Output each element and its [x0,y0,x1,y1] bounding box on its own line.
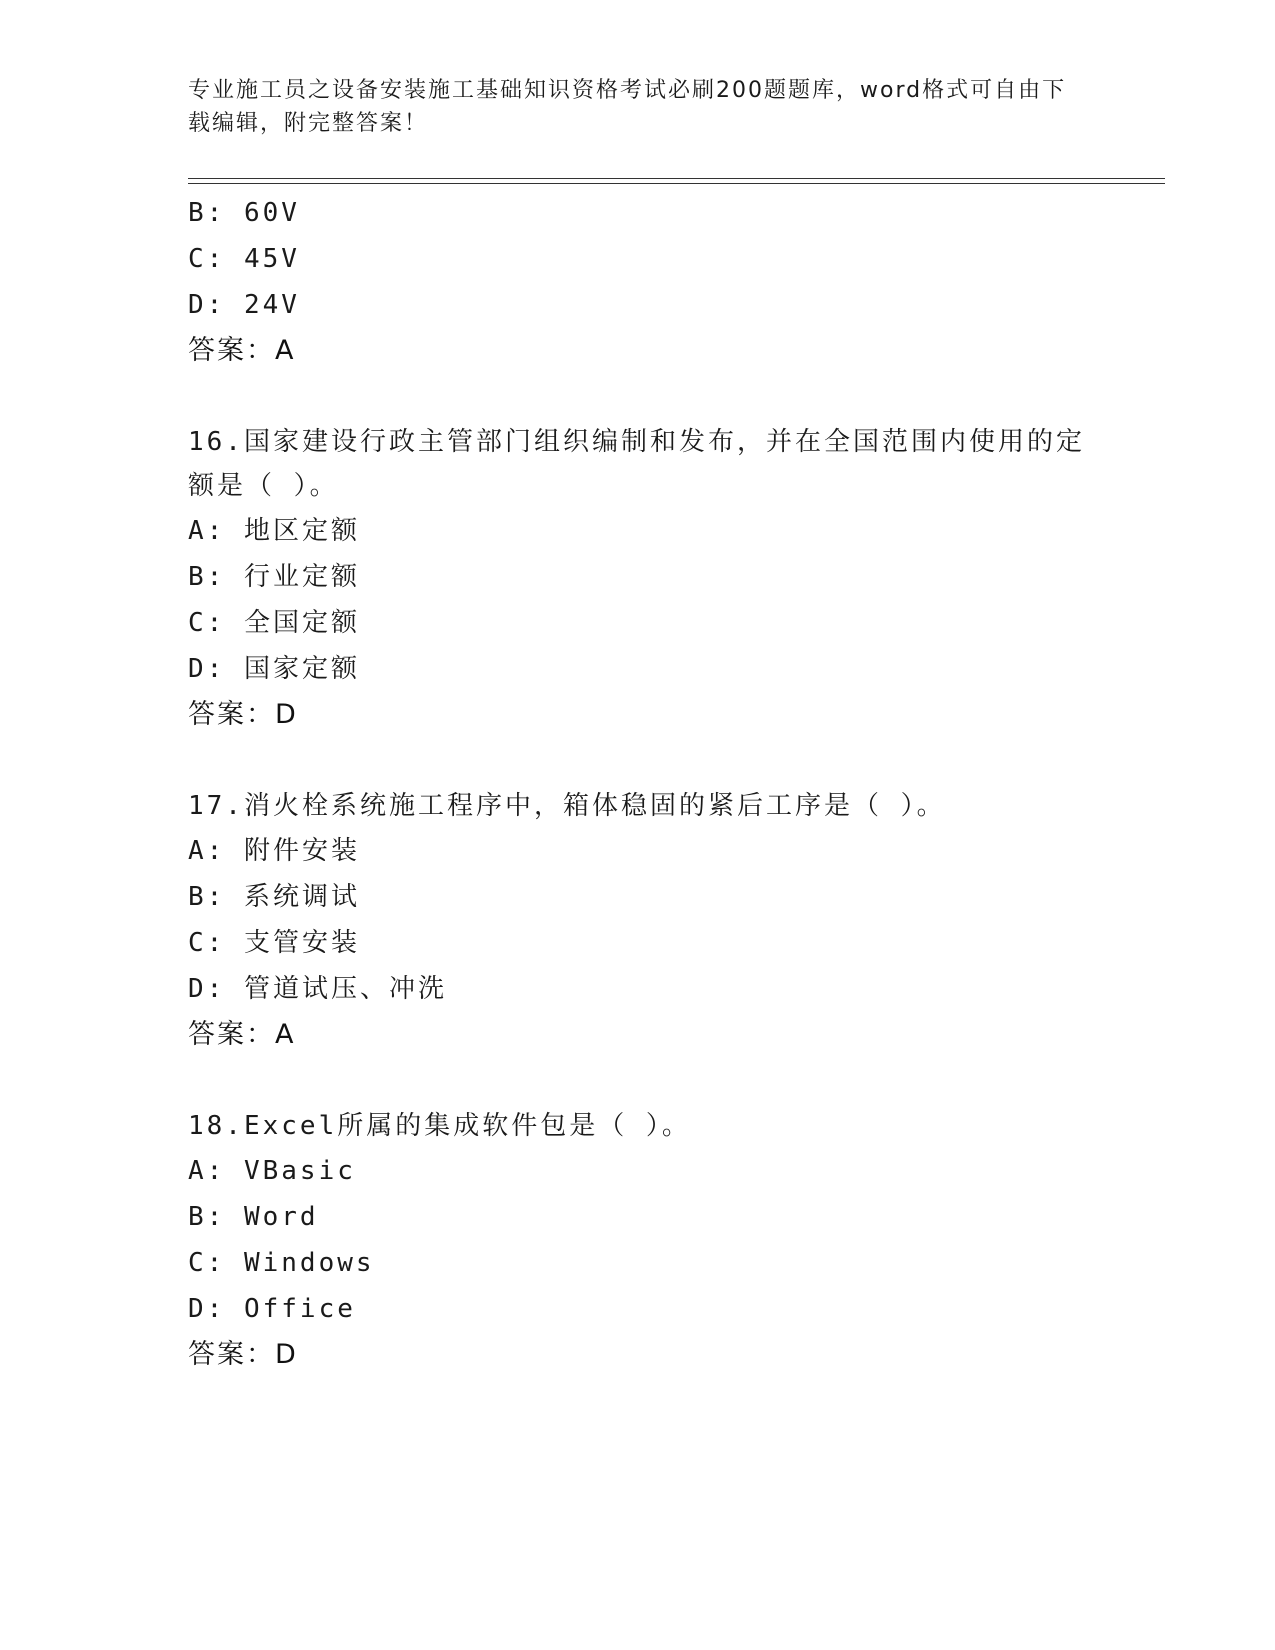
option-a: A: 附件安装 [188,836,360,866]
answer-line: 答案：A [188,1019,296,1050]
option-d: D: 国家定额 [188,654,360,684]
option-a: A: VBasic [188,1156,356,1186]
option-b: B: 系统调试 [188,882,360,912]
option-a: A: 地区定额 [188,516,360,546]
question-18 [188,1104,1088,1378]
option-d: D: 24V [188,290,300,320]
header-rule-bottom [188,183,1165,184]
option-c: C: 支管安装 [188,928,360,958]
question-stem: 16.国家建设行政主管部门组织编制和发布，并在全国范围内使用的定额是（ ）。 [188,427,1085,501]
question-stem: 17.消火栓系统施工程序中，箱体稳固的紧后工序是（ ）。 [188,791,946,821]
question-15-continuation [188,190,1088,374]
option-c: C: 45V [188,244,300,274]
question-16 [188,420,1088,738]
answer-line: 答案：D [188,699,298,730]
option-d: D: 管道试压、冲洗 [188,974,447,1004]
question-17 [188,784,1088,1058]
answer-line: 答案：A [188,335,296,366]
option-d: D: Office [188,1294,356,1324]
answer-line: 答案：D [188,1339,298,1370]
header-rule-top [188,178,1165,179]
option-b: B: Word [188,1202,319,1232]
question-stem: 18.Excel所属的集成软件包是（ ）。 [188,1111,691,1141]
document-body [188,190,1088,1424]
option-b: B: 60V [188,198,300,228]
option-b: B: 行业定额 [188,562,360,592]
option-c: C: 全国定额 [188,608,360,638]
document-header: 专业施工员之设备安装施工基础知识资格考试必刷200题题库，word格式可自由下载编辑，附完整答案！ [188,78,1067,136]
option-c: C: Windows [188,1248,375,1278]
